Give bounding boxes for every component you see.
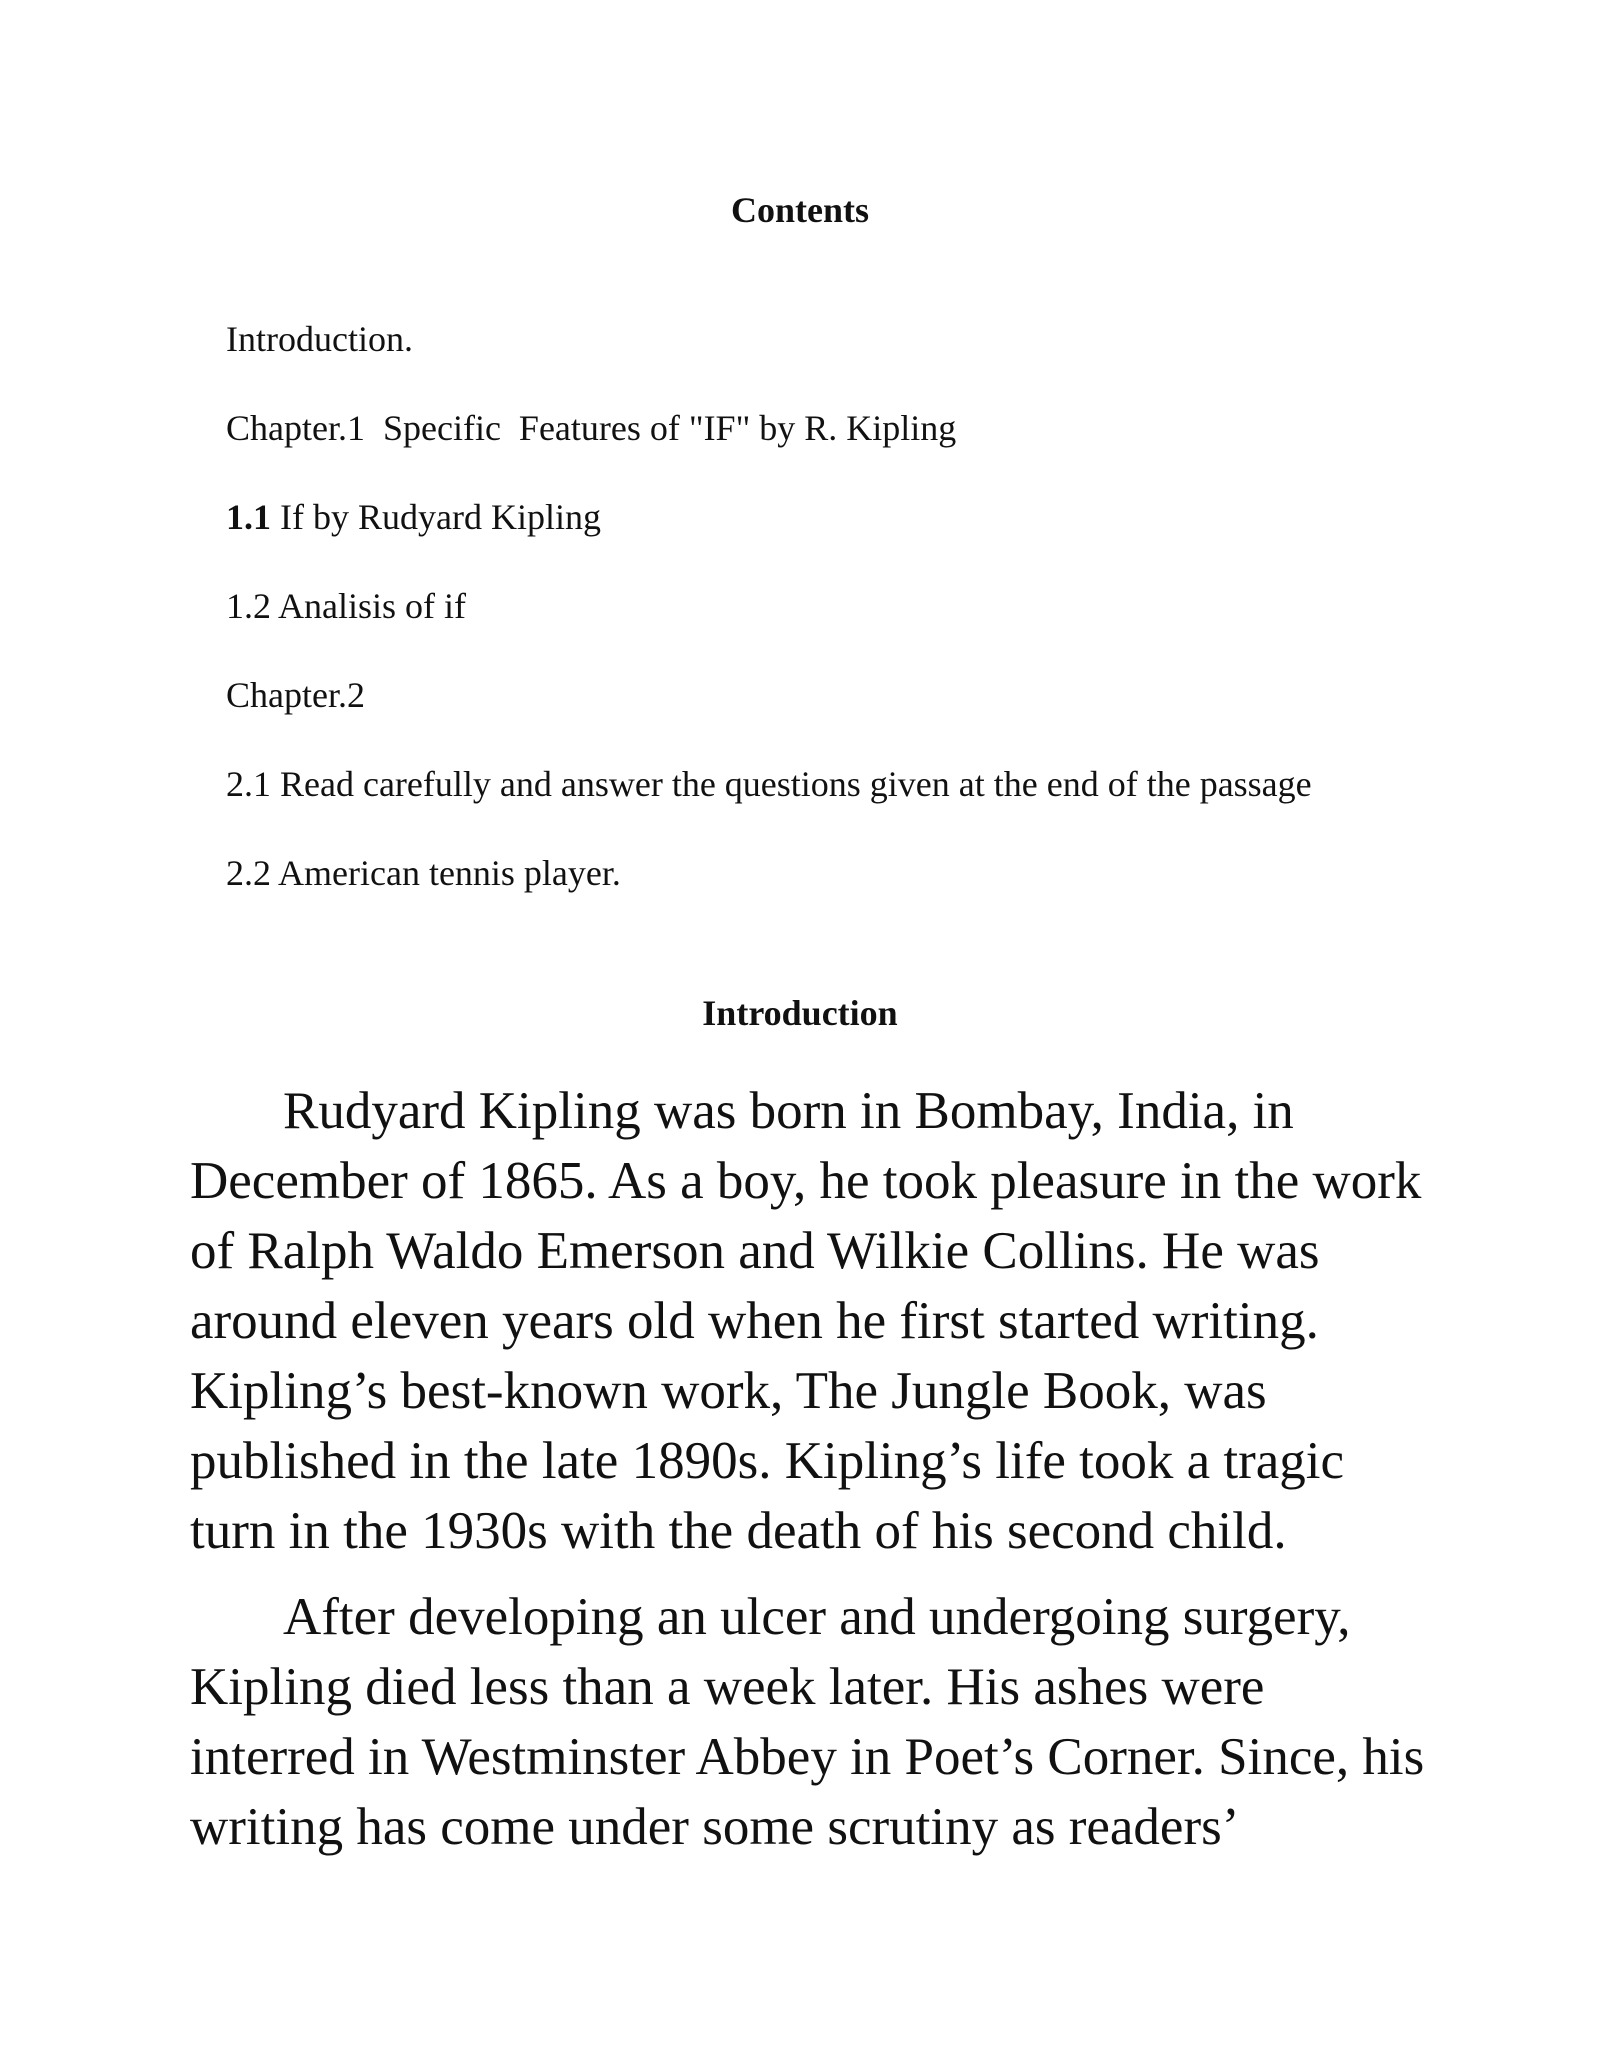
introduction-paragraph-1 [190,1076,1430,1566]
introduction-paragraph-2 [190,1582,1430,1862]
toc-item-text: Introduction. [226,319,413,359]
toc-item-text: If by Rudyard Kipling [271,497,601,537]
toc-item-text: 2.1 Read carefully and answer the questions given at the end of the passage [226,764,1312,804]
toc-item-2-2 [190,813,621,933]
toc-item-text: Chapter.2 [226,675,365,715]
toc-item-number: 1.1 [226,497,271,537]
introduction-heading: Introduction [702,993,898,1033]
toc-item-text: 1.2 Analisis of if [226,586,466,626]
toc-item-text: 2.2 American tennis player. [226,853,621,893]
contents-heading: Contents [730,190,869,230]
paragraph-text: Rudyard Kipling was born in Bombay, India, in December of 1865. As a boy, he took pleasure in the work of Ralph Waldo Emerson and Wilkie Collins. He was around eleven years old when he first started writing. Kipling’s best-known work, The Jungle Book, was published in the late 1890s. Kipling’s life took a tragic turn in the 1930s with the death of his second child. [190,1082,1422,1560]
toc-item-text: Chapter.1 Specific Features of "IF" by R. Kipling [226,408,957,448]
paragraph-text: After developing an ulcer and undergoing surgery, Kipling died less than a week later. His ashes were interred in Westminster Abbey in Poet’s Corner. Since, his writing has come under some scrutiny as readers’ [190,1588,1425,1856]
